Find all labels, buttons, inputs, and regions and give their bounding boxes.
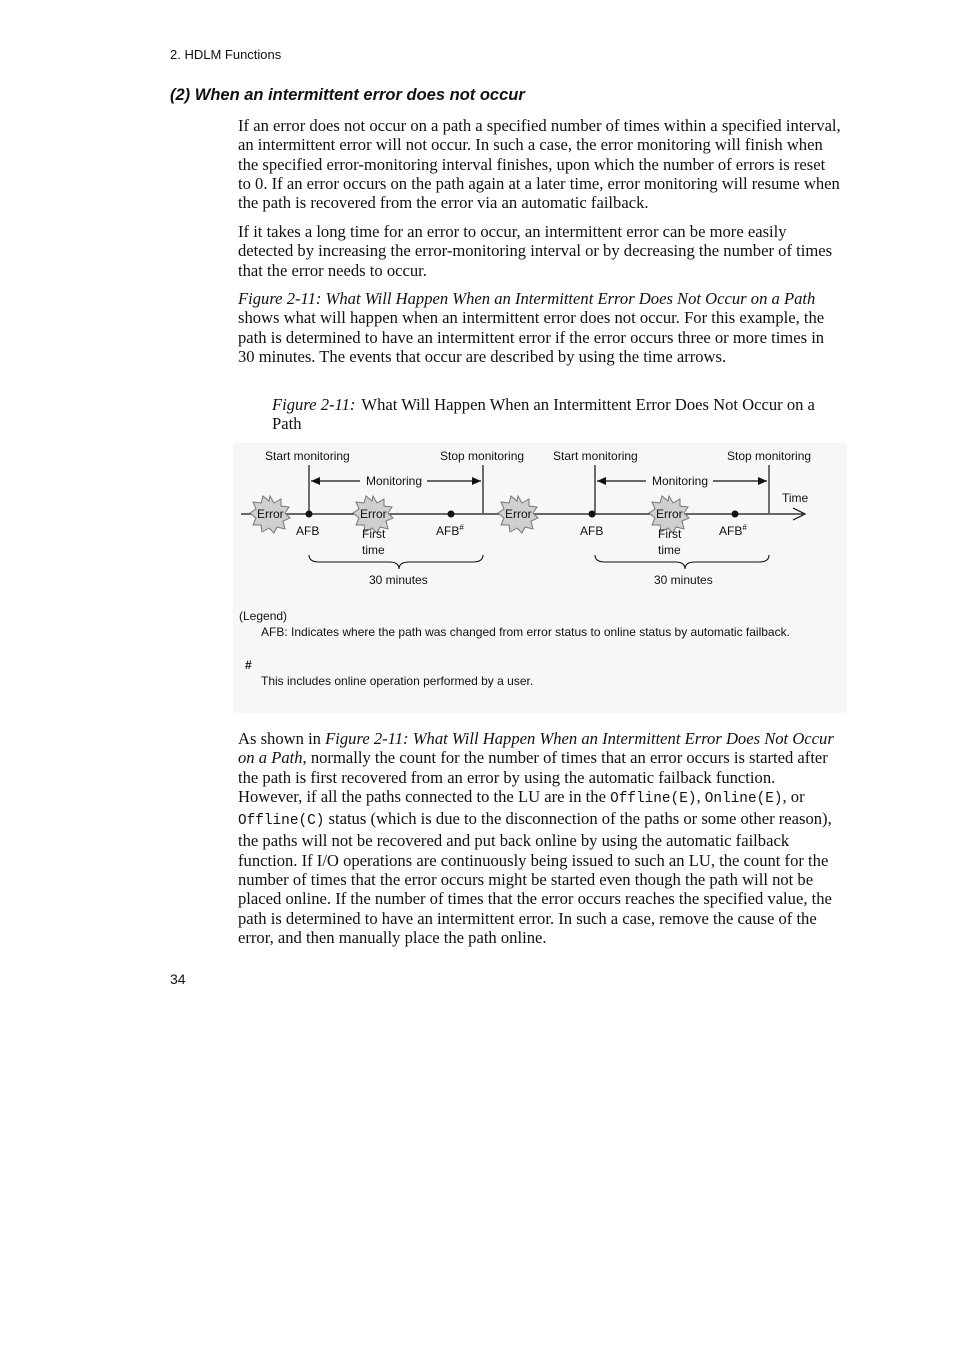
paragraph-4-part-a: , normally the count for the number of times that an error occurs is started after the path is first recovered from an error by using the automatic failback function. However, if all the paths connected to the LU are in the (238, 748, 828, 806)
afb-hash-text-2: AFB (719, 524, 743, 538)
brace-30-minutes-1 (309, 555, 483, 569)
paragraph-3-text: shows what will happen when an intermittent error does not occur. For this example, the path is determined to have an intermittent error if the error occurs three or more times in 30 minutes. The events that occur are described by using the time arrows. (238, 308, 825, 366)
afb-hash-label-2 (719, 523, 747, 538)
afb-label-2: AFB (580, 524, 604, 538)
first-label-2: First (658, 527, 682, 541)
stop-monitoring-label-1: Stop monitoring (440, 449, 525, 463)
brace-30-minutes-2 (595, 555, 769, 569)
thirty-minutes-label-1: 30 minutes (369, 573, 428, 587)
afb-point-1 (306, 511, 313, 518)
afb-hash-text-1: AFB (436, 524, 460, 538)
paragraph-4-part-b: , (696, 786, 705, 806)
code-offline-e: Offline(E) (610, 790, 697, 807)
figure-reference-link-2[interactable]: Figure 2-11: What Will Happen When an Intermittent Error Does Not Occur on a Path (238, 729, 834, 768)
monitoring-span-2 (597, 474, 767, 488)
section-heading: (2) When an intermittent error does not occur (170, 86, 525, 104)
footnote-text: This includes online operation performed by a user. (261, 674, 534, 688)
error-label-2: Error (360, 507, 387, 521)
afb-hash-point-1 (448, 511, 455, 518)
afb-hash-mark-1: # (459, 523, 464, 532)
monitoring-label-1: Monitoring (366, 474, 423, 488)
legend-afb-text: AFB: Indicates where the path was changed from error status to online status by automatic failback. (261, 625, 790, 639)
afb-label-1: AFB (296, 524, 320, 538)
start-monitoring-label-2: Start monitoring (553, 449, 638, 463)
stop-monitoring-label-2: Stop monitoring (727, 449, 812, 463)
time-word-label-1: time (362, 543, 385, 557)
error-label-4: Error (656, 507, 683, 521)
page-number: 34 (170, 971, 186, 987)
afb-point-2 (589, 511, 596, 518)
error-burst-1 (250, 496, 290, 533)
paragraph-4-part-d: status (which is due to the disconnection of the paths or some other reason), the paths will not be recovered and put back online by using the automatic failback function. If I/O operations are continuously being issued to such an LU, the count for the number of times that the error occurs might be started even though the path will not be placed online. If the number of times that the error occurs reaches the specified value, the path is determined to have an intermittent error. In such a case, remove the cause of the error, and then manually place the path online. (238, 809, 832, 947)
paragraph-2: If it takes a long time for an error to occur, an intermittent error can be more easily detected by increasing the error-monitoring interval or by decreasing the number of times that the error needs to occur. (238, 222, 833, 280)
monitoring-label-2: Monitoring (652, 474, 709, 488)
figure-title: What Will Happen When an Intermittent Error Does Not Occur on a Path (272, 395, 815, 434)
figure-number: Figure 2-11: (272, 395, 356, 414)
first-label-1: First (362, 527, 386, 541)
paragraph-4-part-c: , or (782, 786, 805, 806)
figure-reference-link[interactable]: Figure 2-11: What Will Happen When an Intermittent Error Does Not Occur on a Path (238, 289, 816, 308)
footnote-mark: # (245, 658, 252, 672)
running-head: 2. HDLM Functions (170, 47, 282, 62)
figure-caption (272, 395, 842, 434)
error-label-3: Error (505, 507, 532, 521)
paragraph-3 (238, 289, 841, 366)
afb-hash-point-2 (732, 511, 739, 518)
figure-timeline-diagram (233, 443, 847, 713)
code-offline-c: Offline(C) (238, 813, 325, 830)
error-label-1: Error (257, 507, 284, 521)
afb-hash-label-1 (436, 523, 464, 538)
error-burst-3 (498, 496, 538, 533)
legend-title: (Legend) (239, 609, 288, 623)
afb-hash-mark-2: # (742, 523, 747, 532)
time-word-label-2: time (658, 543, 681, 557)
paragraph-4-lead: As shown in (238, 729, 326, 748)
paragraph-4 (238, 729, 841, 947)
start-monitoring-label-1: Start monitoring (265, 449, 350, 463)
paragraph-1: If an error does not occur on a path a specified number of times within a specified interval, an intermittent error will not occur. In such a case, the error monitoring will finish when the specified error-monitoring interval finishes, upon which the number of errors is reset to 0. If an error occurs on the path again at a later time, error monitoring will resume when the path is recovered from the error via an automatic failback. (238, 116, 841, 213)
thirty-minutes-label-2: 30 minutes (654, 573, 713, 587)
monitoring-span-1 (311, 474, 481, 488)
time-label: Time (782, 491, 809, 505)
code-online-e: Online(E) (704, 790, 783, 807)
